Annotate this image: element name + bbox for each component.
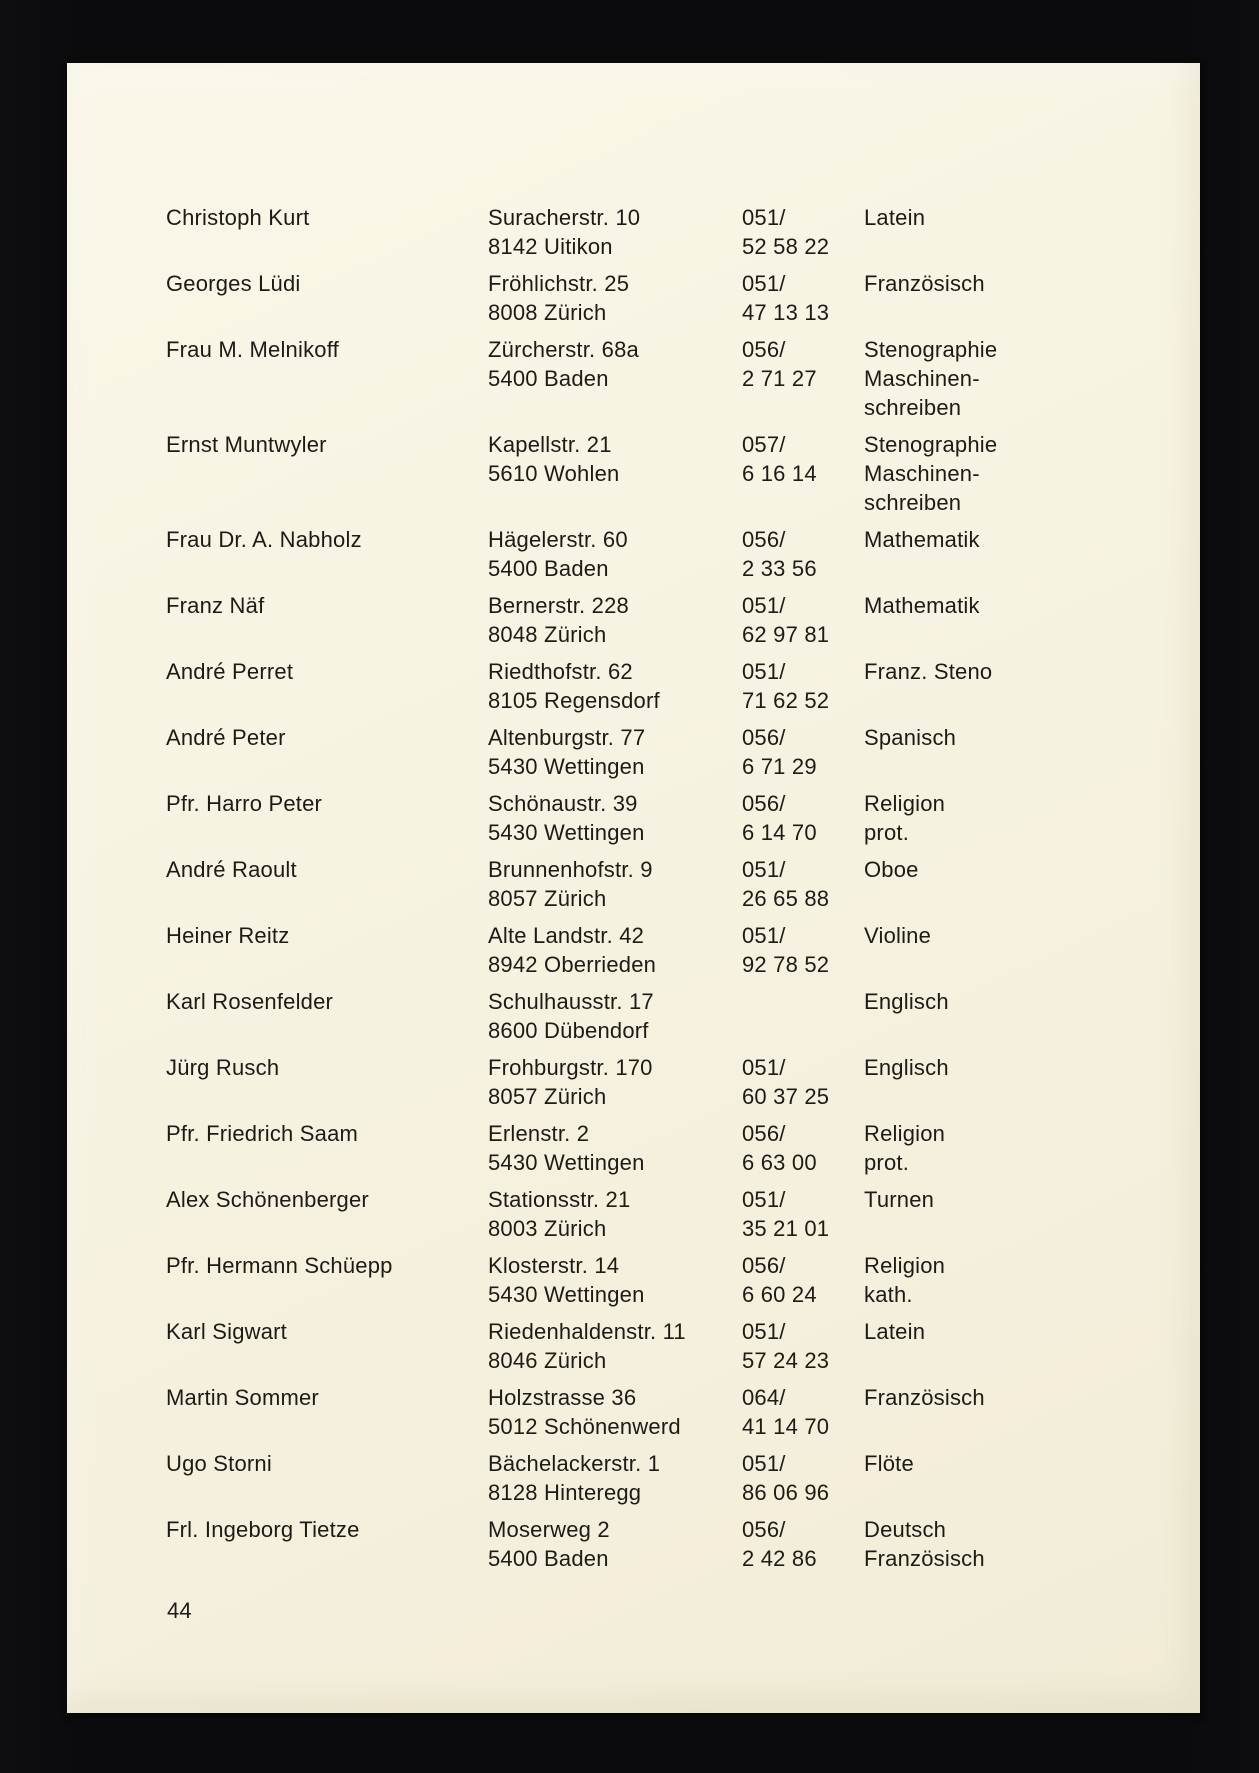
entry-subject-line: Religion: [864, 1253, 946, 1278]
entry-name: Pfr. Friedrich Saam: [166, 1121, 359, 1146]
entry-name-column: [166, 335, 488, 364]
entry-phone-number: 92 78 52: [742, 952, 830, 977]
entry-subject-line: Mathematik: [864, 527, 980, 552]
entry-address-line: 5430 Wettingen: [488, 754, 645, 779]
entry-name: Heiner Reitz: [166, 923, 290, 948]
entry-phone-number: 47 13 13: [742, 300, 830, 325]
entry-subjects: [864, 203, 1154, 232]
entry-name: Frau Dr. A. Nabholz: [166, 527, 362, 552]
entry-phone: [742, 723, 864, 781]
entry-phone-number: 71 62 52: [742, 688, 830, 713]
entry-name: André Perret: [166, 659, 294, 684]
entry-name-column: [166, 1383, 488, 1412]
entry-address-line: Suracherstr. 10: [488, 205, 641, 230]
entry-address-line: Alte Landstr. 42: [488, 923, 645, 948]
entry-address-line: Erlenstr. 2: [488, 1121, 590, 1146]
entry-phone-number: 41 14 70: [742, 1414, 830, 1439]
entry-address-line: Riedenhaldenstr. 11: [488, 1319, 686, 1344]
entry-phone: [742, 1119, 864, 1177]
entry-subject-line: Flöte: [864, 1451, 914, 1476]
entry-name-column: [166, 1251, 488, 1280]
entry-name-column: [166, 657, 488, 686]
entry-phone-number: 62 97 81: [742, 622, 830, 647]
entry-address-line: Zürcherstr. 68a: [488, 337, 639, 362]
entry-phone: [742, 1053, 864, 1111]
entry-subject-line: prot.: [864, 1150, 910, 1175]
entry-address: [488, 921, 742, 979]
entry-phone: [742, 525, 864, 583]
directory-entry: [166, 269, 1166, 327]
entry-subjects: [864, 1317, 1154, 1346]
entry-subject-line: Französisch: [864, 1546, 985, 1571]
entry-name-column: [166, 1449, 488, 1478]
entry-address-line: Stationsstr. 21: [488, 1187, 631, 1212]
entry-name-column: [166, 1185, 488, 1214]
directory-entry: [166, 1317, 1166, 1375]
entry-address: [488, 987, 742, 1045]
entry-subject-line: Deutsch: [864, 1517, 947, 1542]
entry-address-line: 8942 Oberrieden: [488, 952, 657, 977]
entry-phone: [742, 269, 864, 327]
entry-address-line: 8600 Dübendorf: [488, 1018, 649, 1043]
entry-phone-number: 35 21 01: [742, 1216, 830, 1241]
entry-address-line: Schönaustr. 39: [488, 791, 638, 816]
entry-phone-prefix: 051/: [742, 857, 786, 882]
entry-name-column: [166, 591, 488, 620]
entry-address-line: 5430 Wettingen: [488, 1282, 645, 1307]
entry-phone-prefix: 056/: [742, 1517, 786, 1542]
entry-address: [488, 269, 742, 327]
directory-entry: [166, 203, 1166, 261]
entry-phone-prefix: 051/: [742, 1187, 786, 1212]
entry-phone: [742, 591, 864, 649]
entry-name-column: [166, 1317, 488, 1346]
entry-phone-number: 6 71 29: [742, 754, 817, 779]
entry-address: [488, 657, 742, 715]
directory-entry: [166, 591, 1166, 649]
entry-name: Karl Rosenfelder: [166, 989, 334, 1014]
entry-name-column: [166, 1119, 488, 1148]
entry-address: [488, 591, 742, 649]
entry-address: [488, 789, 742, 847]
entry-phone-prefix: 051/: [742, 271, 786, 296]
entry-address-line: Klosterstr. 14: [488, 1253, 620, 1278]
directory-entry: [166, 1515, 1166, 1573]
entry-phone-prefix: 057/: [742, 432, 786, 457]
entry-subject-line: Englisch: [864, 1055, 949, 1080]
entry-name-column: [166, 921, 488, 950]
directory-entry: [166, 723, 1166, 781]
directory-entry: [166, 1383, 1166, 1441]
entry-phone-number: 52 58 22: [742, 234, 830, 259]
directory-entry: [166, 1251, 1166, 1309]
entry-name-column: [166, 269, 488, 298]
entry-subject-line: Maschinen-: [864, 366, 980, 391]
entry-subject-line: Religion: [864, 791, 946, 816]
entry-phone-number: 6 60 24: [742, 1282, 817, 1307]
entry-name-column: [166, 203, 488, 232]
entry-phone-number: 26 65 88: [742, 886, 830, 911]
entry-phone-number: 6 63 00: [742, 1150, 817, 1175]
entry-subjects: [864, 921, 1154, 950]
entry-subjects: [864, 1449, 1154, 1478]
entry-phone: [742, 1449, 864, 1507]
entry-phone-number: 2 71 27: [742, 366, 817, 391]
entry-name: Jürg Rusch: [166, 1055, 280, 1080]
entry-phone-number: 86 06 96: [742, 1480, 830, 1505]
entry-subjects: [864, 1119, 1154, 1177]
entry-name: Martin Sommer: [166, 1385, 319, 1410]
entry-address-line: Frohburgstr. 170: [488, 1055, 653, 1080]
entry-name-column: [166, 1515, 488, 1544]
entry-address-line: 5400 Baden: [488, 1546, 609, 1571]
entry-address-line: 5610 Wohlen: [488, 461, 620, 486]
entry-address: [488, 723, 742, 781]
entry-name-column: [166, 987, 488, 1016]
entry-subject-line: Oboe: [864, 857, 919, 882]
entry-phone-prefix: 051/: [742, 1055, 786, 1080]
directory-entry: [166, 430, 1166, 517]
entry-address-line: 8142 Uitikon: [488, 234, 613, 259]
entry-phone-number: 57 24 23: [742, 1348, 830, 1373]
entry-subjects: [864, 1383, 1154, 1412]
entry-subject-line: Englisch: [864, 989, 949, 1014]
entry-address-line: 5400 Baden: [488, 556, 609, 581]
entry-subjects: [864, 1515, 1154, 1573]
entry-address-line: 8048 Zürich: [488, 622, 607, 647]
entry-phone-prefix: 051/: [742, 923, 786, 948]
entry-phone-prefix: 056/: [742, 337, 786, 362]
entry-address: [488, 1383, 742, 1441]
entry-name: Christoph Kurt: [166, 205, 310, 230]
entry-phone: [742, 789, 864, 847]
directory-entry: [166, 1053, 1166, 1111]
entry-subjects: [864, 1053, 1154, 1082]
entry-name-column: [166, 789, 488, 818]
entry-name-column: [166, 430, 488, 459]
entry-name: Ugo Storni: [166, 1451, 272, 1476]
entry-address-line: Bächelackerstr. 1: [488, 1451, 661, 1476]
entry-subjects: [864, 657, 1154, 686]
entry-phone: [742, 1317, 864, 1375]
entry-phone: [742, 1185, 864, 1243]
directory-entry: [166, 987, 1166, 1045]
entry-subject-line: Spanisch: [864, 725, 957, 750]
entry-subject-line: Stenographie: [864, 337, 998, 362]
entry-name: Alex Schönenberger: [166, 1187, 369, 1212]
entry-name: Pfr. Hermann Schüepp: [166, 1253, 393, 1278]
entry-address-line: Riedthofstr. 62: [488, 659, 633, 684]
entry-address-line: Moserweg 2: [488, 1517, 610, 1542]
entry-subject-line: Französisch: [864, 271, 985, 296]
entry-subjects: [864, 987, 1154, 1016]
directory-entry: [166, 921, 1166, 979]
entry-address-line: Fröhlichstr. 25: [488, 271, 630, 296]
entry-phone: [742, 203, 864, 261]
entry-address-line: Altenburgstr. 77: [488, 725, 646, 750]
entry-phone-prefix: 056/: [742, 527, 786, 552]
entry-name-column: [166, 525, 488, 554]
entry-address-line: Holzstrasse 36: [488, 1385, 637, 1410]
entry-address: [488, 1119, 742, 1177]
entry-address-line: Schulhausstr. 17: [488, 989, 654, 1014]
entry-address-line: 5012 Schönenwerd: [488, 1414, 681, 1439]
entry-address-line: 5400 Baden: [488, 366, 609, 391]
entry-address: [488, 1449, 742, 1507]
directory-entry: [166, 1119, 1166, 1177]
entry-address: [488, 1053, 742, 1111]
entry-subjects: [864, 525, 1154, 554]
entry-name: Georges Lüdi: [166, 271, 301, 296]
entry-address-line: 5430 Wettingen: [488, 820, 645, 845]
entry-address: [488, 1185, 742, 1243]
entry-subject-line: Latein: [864, 1319, 926, 1344]
entry-subjects: [864, 1185, 1154, 1214]
entry-address-line: Kapellstr. 21: [488, 432, 612, 457]
directory-entry: [166, 525, 1166, 583]
entry-address: [488, 1317, 742, 1375]
entry-name: Frl. Ingeborg Tietze: [166, 1517, 360, 1542]
entry-name: Pfr. Harro Peter: [166, 791, 323, 816]
directory-entry: [166, 789, 1166, 847]
directory-entry: [166, 1185, 1166, 1243]
entry-address: [488, 1251, 742, 1309]
directory-entry: [166, 657, 1166, 715]
directory-entry: [166, 1449, 1166, 1507]
entry-subjects: [864, 723, 1154, 752]
entry-address: [488, 855, 742, 913]
entry-address-line: 8105 Regensdorf: [488, 688, 660, 713]
entry-phone-prefix: 056/: [742, 1253, 786, 1278]
entry-subject-line: schreiben: [864, 395, 962, 420]
entry-address-line: Bernerstr. 228: [488, 593, 629, 618]
entry-phone: [742, 657, 864, 715]
entry-name-column: [166, 723, 488, 752]
entry-address: [488, 525, 742, 583]
entry-phone-prefix: 051/: [742, 1451, 786, 1476]
entry-phone-number: 2 42 86: [742, 1546, 817, 1571]
entry-phone-number: 2 33 56: [742, 556, 817, 581]
entry-address-line: 5430 Wettingen: [488, 1150, 645, 1175]
entry-address: [488, 430, 742, 488]
entry-phone: [742, 335, 864, 393]
entry-name-column: [166, 855, 488, 884]
teacher-directory: [166, 203, 1166, 1581]
entry-phone-prefix: 056/: [742, 1121, 786, 1146]
entry-address: [488, 1515, 742, 1573]
entry-subject-line: schreiben: [864, 490, 962, 515]
entry-subject-line: Turnen: [864, 1187, 935, 1212]
entry-phone: [742, 921, 864, 979]
entry-phone-prefix: 064/: [742, 1385, 786, 1410]
entry-address-line: 8057 Zürich: [488, 886, 607, 911]
entry-subjects: [864, 789, 1154, 847]
entry-phone: [742, 855, 864, 913]
entry-subjects: [864, 855, 1154, 884]
entry-subjects: [864, 591, 1154, 620]
entry-address-line: Hägelerstr. 60: [488, 527, 628, 552]
directory-entry: [166, 855, 1166, 913]
entry-name: André Peter: [166, 725, 286, 750]
entry-address-line: 8057 Zürich: [488, 1084, 607, 1109]
entry-phone-number: 60 37 25: [742, 1084, 830, 1109]
entry-address: [488, 203, 742, 261]
entry-subject-line: Französisch: [864, 1385, 985, 1410]
entry-subject-line: Latein: [864, 205, 926, 230]
entry-subject-line: Violine: [864, 923, 932, 948]
entry-phone: [742, 1383, 864, 1441]
entry-subjects: [864, 430, 1154, 517]
entry-address-line: Brunnenhofstr. 9: [488, 857, 653, 882]
entry-subject-line: Franz. Steno: [864, 659, 993, 684]
entry-name-column: [166, 1053, 488, 1082]
entry-address-line: 8046 Zürich: [488, 1348, 607, 1373]
entry-address-line: 8128 Hinteregg: [488, 1480, 642, 1505]
entry-address: [488, 335, 742, 393]
entry-phone: [742, 430, 864, 488]
entry-subject-line: prot.: [864, 820, 910, 845]
entry-name: Franz Näf: [166, 593, 265, 618]
entry-phone-number: 6 14 70: [742, 820, 817, 845]
entry-subject-line: Religion: [864, 1121, 946, 1146]
entry-subject-line: Mathematik: [864, 593, 980, 618]
entry-phone-prefix: 051/: [742, 593, 786, 618]
entry-name: Karl Sigwart: [166, 1319, 287, 1344]
entry-subject-line: Maschinen-: [864, 461, 980, 486]
directory-entry: [166, 335, 1166, 422]
entry-name: André Raoult: [166, 857, 297, 882]
entry-phone-number: 6 16 14: [742, 461, 817, 486]
entry-phone: [742, 1515, 864, 1573]
entry-phone-prefix: 056/: [742, 725, 786, 750]
entry-subjects: [864, 1251, 1154, 1309]
entry-phone-prefix: 051/: [742, 659, 786, 684]
entry-subject-line: kath.: [864, 1282, 913, 1307]
entry-name: Frau M. Melnikoff: [166, 337, 339, 362]
book-page: [67, 63, 1200, 1713]
page-number: 44: [167, 1598, 192, 1623]
entry-subjects: [864, 269, 1154, 298]
entry-phone-prefix: 051/: [742, 1319, 786, 1344]
entry-address-line: 8003 Zürich: [488, 1216, 607, 1241]
entry-phone-prefix: 051/: [742, 205, 786, 230]
entry-phone-prefix: 056/: [742, 791, 786, 816]
entry-name: Ernst Muntwyler: [166, 432, 327, 457]
entry-phone: [742, 1251, 864, 1309]
entry-subject-line: Stenographie: [864, 432, 998, 457]
entry-address-line: 8008 Zürich: [488, 300, 607, 325]
entry-subjects: [864, 335, 1154, 422]
